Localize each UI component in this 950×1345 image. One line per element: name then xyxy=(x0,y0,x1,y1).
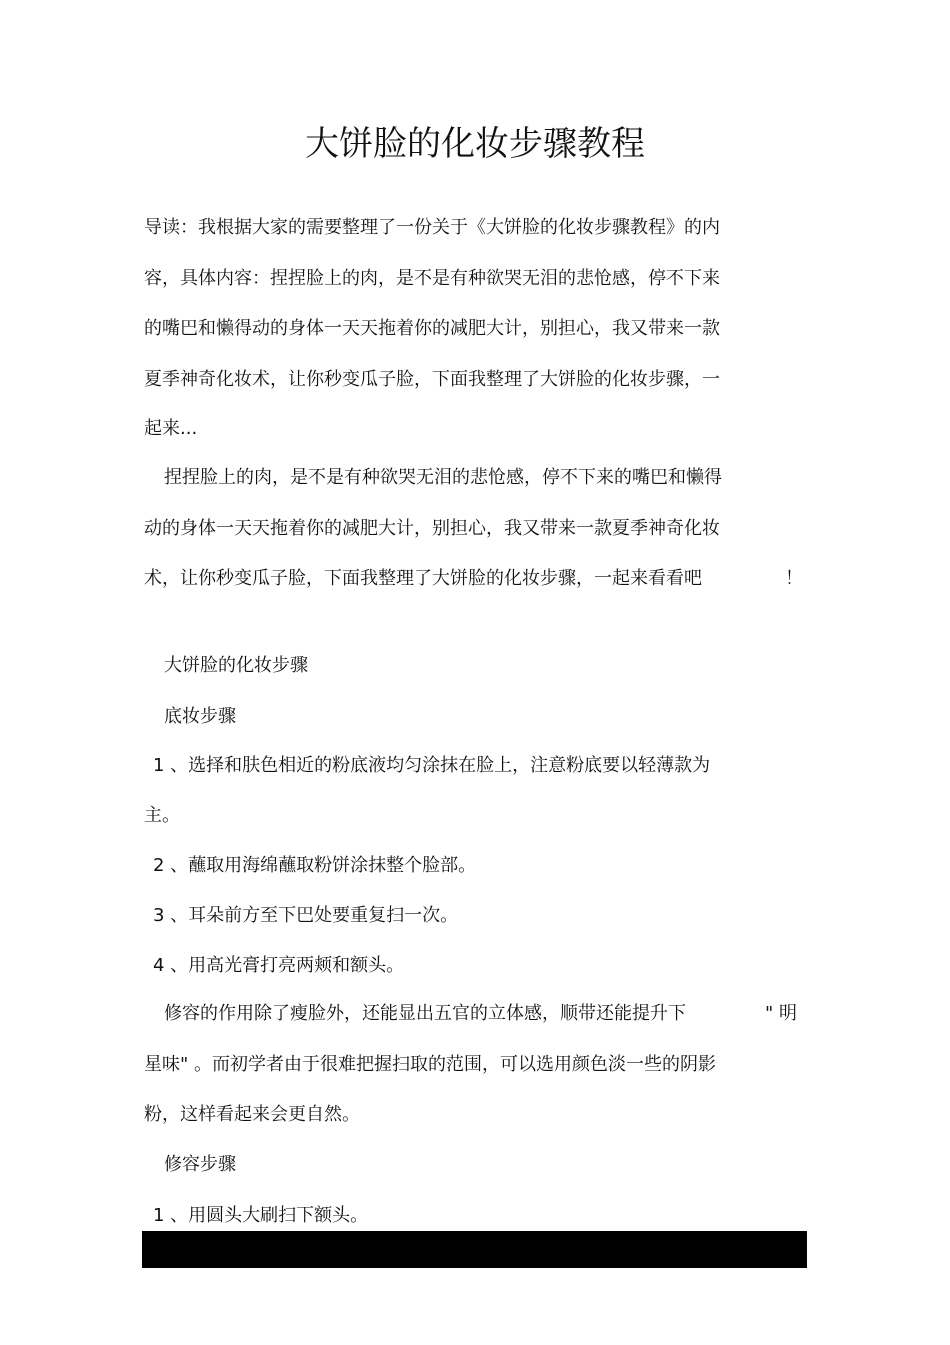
base-step: 3 、耳朵前方至下巴处要重复扫一次。 xyxy=(153,905,459,926)
intro-line: 夏季神奇化妆术，让你秒变瓜子脸，下面我整理了大饼脸的化妆步骤，一 xyxy=(144,369,720,390)
base-step: 4 、用高光膏打亮两颊和额头。 xyxy=(153,955,405,976)
intro-line: 容，具体内容：捏捏脸上的肉，是不是有种欲哭无泪的悲怆感，停不下来 xyxy=(144,268,720,289)
document-title: 大饼脸的化妆步骤教程 xyxy=(305,124,645,164)
contour-paragraph-line: 星味" 。而初学者由于很难把握扫取的范围，可以选用颜色淡一些的阴影 xyxy=(144,1054,716,1075)
contour-heading: 修容步骤 xyxy=(164,1154,236,1175)
base-step: 2 、蘸取用海绵蘸取粉饼涂抹整个脸部。 xyxy=(153,855,477,876)
base-makeup-heading: 底妆步骤 xyxy=(164,706,236,727)
intro-line: 的嘴巴和懒得动的身体一天天拖着你的减肥大计，别担心，我又带来一款 xyxy=(144,318,720,339)
intro-line: 导读：我根据大家的需要整理了一份关于《大饼脸的化妆步骤教程》的内 xyxy=(144,217,720,238)
paragraph-line: 捏捏脸上的肉，是不是有种欲哭无泪的悲怆感，停不下来的嘴巴和懒得 xyxy=(164,467,722,488)
contour-paragraph-line: 粉，这样看起来会更自然。 xyxy=(144,1104,360,1125)
contour-step: 1 、用圆头大刷扫下额头。 xyxy=(153,1205,369,1226)
paragraph-line: 动的身体一天天拖着你的减肥大计，别担心，我又带来一款夏季神奇化妆 xyxy=(144,518,720,539)
redaction-bar xyxy=(142,1231,807,1268)
exclamation-mark: ！ xyxy=(785,568,803,589)
contour-paragraph-end: " 明 xyxy=(765,1003,798,1024)
contour-paragraph-line: 修容的作用除了瘦脸外，还能显出五官的立体感，顺带还能提升下 xyxy=(164,1003,686,1024)
base-step-continued: 主。 xyxy=(144,805,180,826)
intro-line: 起来... xyxy=(144,418,198,439)
paragraph-line: 术，让你秒变瓜子脸，下面我整理了大饼脸的化妆步骤，一起来看看吧 xyxy=(144,568,702,589)
base-step: 1 、选择和肤色相近的粉底液均匀涂抹在脸上，注意粉底要以轻薄款为 xyxy=(153,755,711,776)
section-heading: 大饼脸的化妆步骤 xyxy=(164,655,308,676)
